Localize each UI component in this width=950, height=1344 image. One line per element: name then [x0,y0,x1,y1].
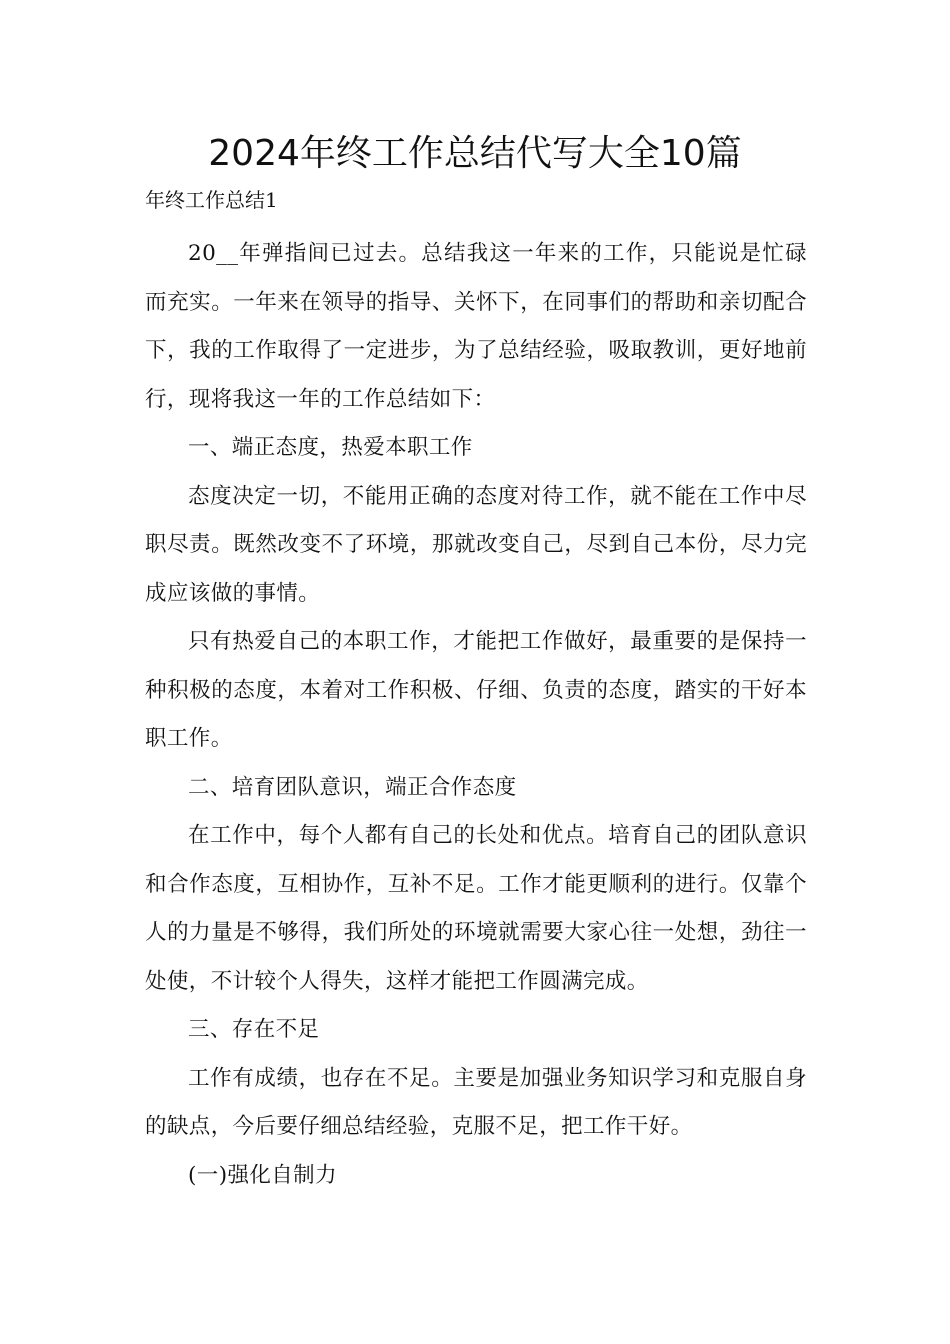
section-subheading: 年终工作总结1 [145,188,278,212]
paragraph-love-work: 只有热爱自己的本职工作，才能把工作做好，最重要的是保持一种积极的态度，本着对工作积极、仔细、负责的态度，踏实的干好本职工作。 [145,629,807,751]
document-title: 2024年终工作总结代写大全10篇 [208,133,742,174]
paragraph-shortcomings: 工作有成绩，也存在不足。主要是加强业务知识学习和克服自身的缺点，今后要仔细总结经验，克服不足，把工作干好。 [145,1065,807,1139]
heading-self-control: (一)强化自制力 [188,1162,337,1188]
document-body [145,230,807,1200]
heading-attitude: 一、端正态度，热爱本职工作 [188,435,473,460]
heading-teamwork: 二、培育团队意识，端正合作态度 [188,774,517,800]
heading-shortcomings: 三、存在不足 [188,1017,320,1042]
paragraph-attitude: 态度决定一切，不能用正确的态度对待工作，就不能在工作中尽职尽责。既然改变不了环境，那就改变自己，尽到自己本份，尽力完成应该做的事情。 [145,483,807,606]
paragraph-intro: 20__年弹指间已过去。总结我这一年来的工作，只能说是忙碌而充实。一年来在领导的指导、关怀下，在同事们的帮助和亲切配合下，我的工作取得了一定进步，为了总结经验，吸取教训，更好地前行，现将我这一年的工作总结如下： [145,241,807,412]
paragraph-teamwork: 在工作中，每个人都有自己的长处和优点。培育自己的团队意识和合作态度，互相协作，互补不足。工作才能更顺利的进行。仅靠个人的力量是不够得，我们所处的环境就需要大家心往一处想，劲往一处使，不计较个人得失，这样才能把工作圆满完成。 [145,823,807,994]
